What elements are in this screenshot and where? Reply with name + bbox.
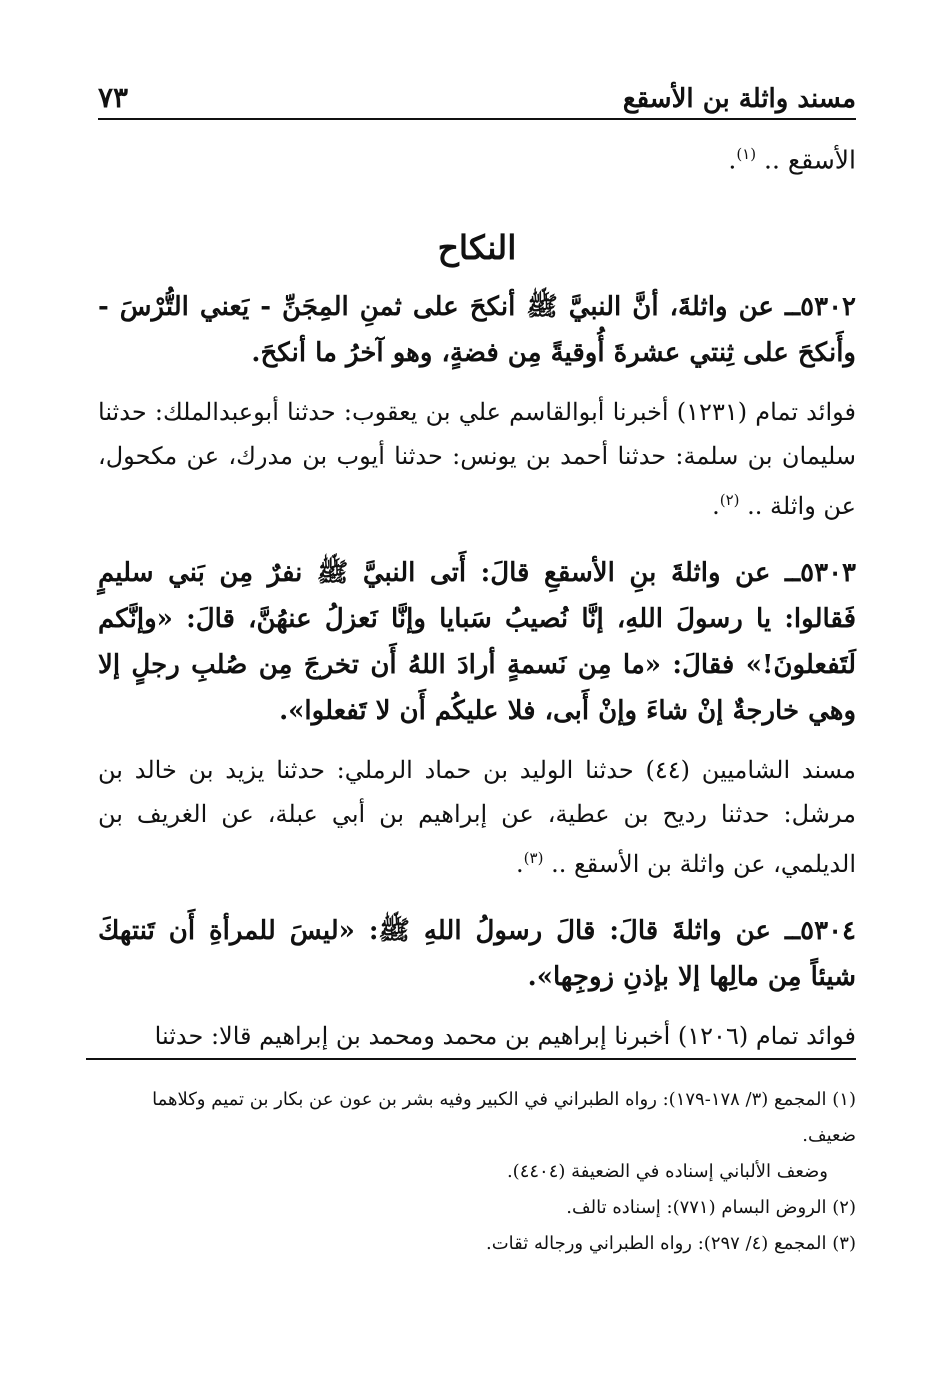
page-number: ٧٣ bbox=[98, 81, 129, 114]
footnote-ref-3: (٣) bbox=[523, 849, 544, 868]
footnote-1-continued: وضعف الألباني إسناده في الضعيفة (٤٤٠٤). bbox=[506, 1161, 828, 1182]
running-title: مسند واثلة بن الأسقع bbox=[622, 84, 856, 114]
main-text bbox=[98, 132, 856, 1058]
footnotes bbox=[98, 1082, 856, 1262]
footnote-ref-2: (٢) bbox=[719, 491, 740, 510]
hadith-5302: ٥٣٠٢ــ عن واثلةَ، أنَّ النبيَّ ﷺ أنكحَ على ثمنِ المِجَنِّ - يَعني التُّرْسَ - وأَنكحَ على ثِنتي عشرةَ أُوقيةً مِن فضةٍ، وهو آخرُ ما أنكحَ. bbox=[98, 292, 856, 369]
footnote-1: (١) المجمع (٣/ ١٧٨-١٧٩): رواه الطبراني في الكبير وفيه بشر بن عون عن بكار بن تميم وكلاهما ضعيف. bbox=[152, 1089, 856, 1146]
source-5303-text: مسند الشاميين (٤٤) حدثنا الوليد بن حماد الرملي: حدثنا يزيد بن خالد بن مرشل: حدثنا رديح بن عطية، عن إبراهيم بن أبي عبلة، عن الغريف بن الديلمي، عن واثلة بن الأسقع .. bbox=[98, 756, 856, 879]
footnote-2: (٢) الروض البسام (٧٧١): إسناده تالف. bbox=[566, 1197, 856, 1218]
hadith-5303: ٥٣٠٣ــ عن واثلةَ بنِ الأسقعِ قالَ: أَتى النبيَّ ﷺ نفرٌ مِن بَني سليمٍ فَقالوا: يا رسولَ اللهِ، إنَّا نُصيبُ سَبايا وإنَّا نَعزلُ عنهُنَّ، قالَ: «وإنَّكم لَتَفعلونَ!» فقالَ: «ما مِن نَسمةٍ أرادَ اللهُ أَن تخرجَ مِن صُلبِ رجلٍ إلا وهي خارجةٌ إنْ شاءَ وإنْ أَبى، فلا عليكُم أَن لا تَفعلوا». bbox=[98, 558, 856, 727]
source-5302-text: فوائد تمام (١٢٣١) أخبرنا أبوالقاسم علي بن يعقوب: حدثنا أبوعبدالملك: حدثنا سليمان بن سلمة: حدثنا أحمد بن يونس: حدثنا أيوب بن مدرك، عن مكحول، عن واثلة .. bbox=[98, 398, 856, 521]
footnote-rule bbox=[86, 1058, 856, 1060]
hadith-5304: ٥٣٠٤ــ عن واثلةَ قالَ: قالَ رسولُ اللهِ ﷺ: «ليسَ للمرأةِ أَن تَنتهكَ شيئاً مِن مالِها إلا بإذنِ زوجِها». bbox=[98, 916, 856, 993]
footnote-3: (٣) المجمع (٤/ ٢٩٧): رواه الطبراني ورجاله ثقات. bbox=[485, 1233, 856, 1254]
source-5302: فوائد تمام (١٢٣١) أخبرنا أبوالقاسم علي بن يعقوب: حدثنا أبوعبدالملك: حدثنا سليمان بن سلمة: حدثنا أحمد بن يونس: حدثنا أيوب بن مدرك، عن مكحول، عن واثلة .. $^{(٢)}$. bbox=[98, 398, 856, 521]
header-rule bbox=[98, 118, 856, 120]
source-5304: فوائد تمام (١٢٠٦) أخبرنا إبراهيم بن محمد ومحمد بن إبراهيم قالا: حدثنا bbox=[154, 1022, 856, 1051]
source-5303: مسند الشاميين (٤٤) حدثنا الوليد بن حماد الرملي: حدثنا يزيد بن خالد بن مرشل: حدثنا رديح بن عطية، عن إبراهيم بن أبي عبلة، عن الغريف بن الديلمي، عن واثلة بن الأسقع .. $^{(٣)}$. bbox=[98, 756, 856, 879]
intro-text: الأسقع .. bbox=[764, 145, 856, 175]
page-header bbox=[98, 78, 856, 114]
footnote-ref-1: (١) bbox=[736, 145, 757, 163]
intro-continuation: الأسقع .. $^{(١)}$. bbox=[728, 145, 856, 175]
section-title: النكاح bbox=[437, 228, 517, 268]
